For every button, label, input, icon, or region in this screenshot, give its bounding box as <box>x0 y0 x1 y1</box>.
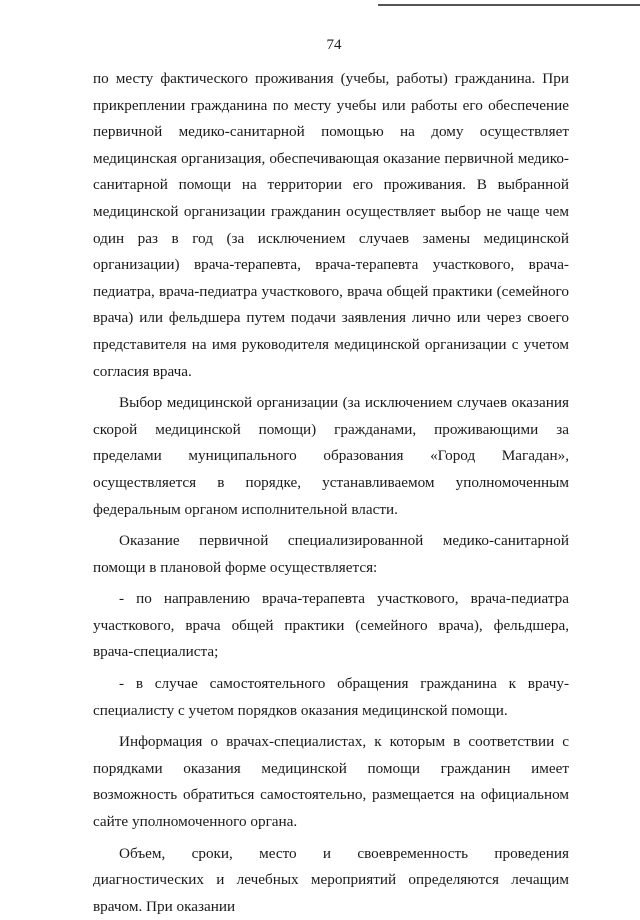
paragraph-scope-and-timing: Объем, сроки, место и своевременность проведения диагностических и лечебных мероприятий определяются лечащим врачом. При оказании <box>93 844 569 915</box>
list-item-self-referral: - в случае самостоятельного обращения гражданина к врачу-специалисту с учетом порядков оказания медицинской помощи. <box>93 675 569 719</box>
paragraph-continuation: по месту фактического проживания (учебы, работы) гражданина. При прикреплении гражданина по месту учебы или работы его обеспечение первичной медико-санитарной помощью на дому осуществляет медицинская организация, обеспечивающая оказание первичной медико-санитарной помощи на территории его проживания. В выбранной медицинской организации гражданин осуществляет выбор не чаще чем один раз в год (за исключением случаев замены медицинской организации) врача-терапевта, врача-терапевта участкового, врача-педиатра, врача-педиатра участкового, врача общей практики (семейного врача) или фельдшера путем подачи заявления лично или через своего представителя на имя руководителя медицинской организации с учетом согласия врача. <box>93 70 569 380</box>
top-border-line <box>378 4 640 6</box>
paragraph-organization-choice: Выбор медицинской организации (за исключением случаев оказания скорой медицинской помощи) гражданами, проживающими за пределами муниципального образования «Город Магадан», осуществляется в порядке, устанавливаемом уполномоченным федеральным органом исполнительной власти. <box>93 394 569 518</box>
document-body <box>93 66 569 920</box>
paragraph-specialist-info: Информация о врачах-специалистах, к которым в соответствии с порядками оказания медицинской помощи гражданин имеет возможность обратиться самостоятельно, размещается на официальном сайте уполномоченного органа. <box>93 733 569 831</box>
page-number: 74 <box>326 37 342 53</box>
paragraph-specialized-care: Оказание первичной специализированной медико-санитарной помощи в плановой форме осуществляется: <box>93 532 569 576</box>
list-item-referral: - по направлению врача-терапевта участкового, врача-педиатра участкового, врача общей практики (семейного врача), фельдшера, врача-специалиста; <box>93 590 569 661</box>
